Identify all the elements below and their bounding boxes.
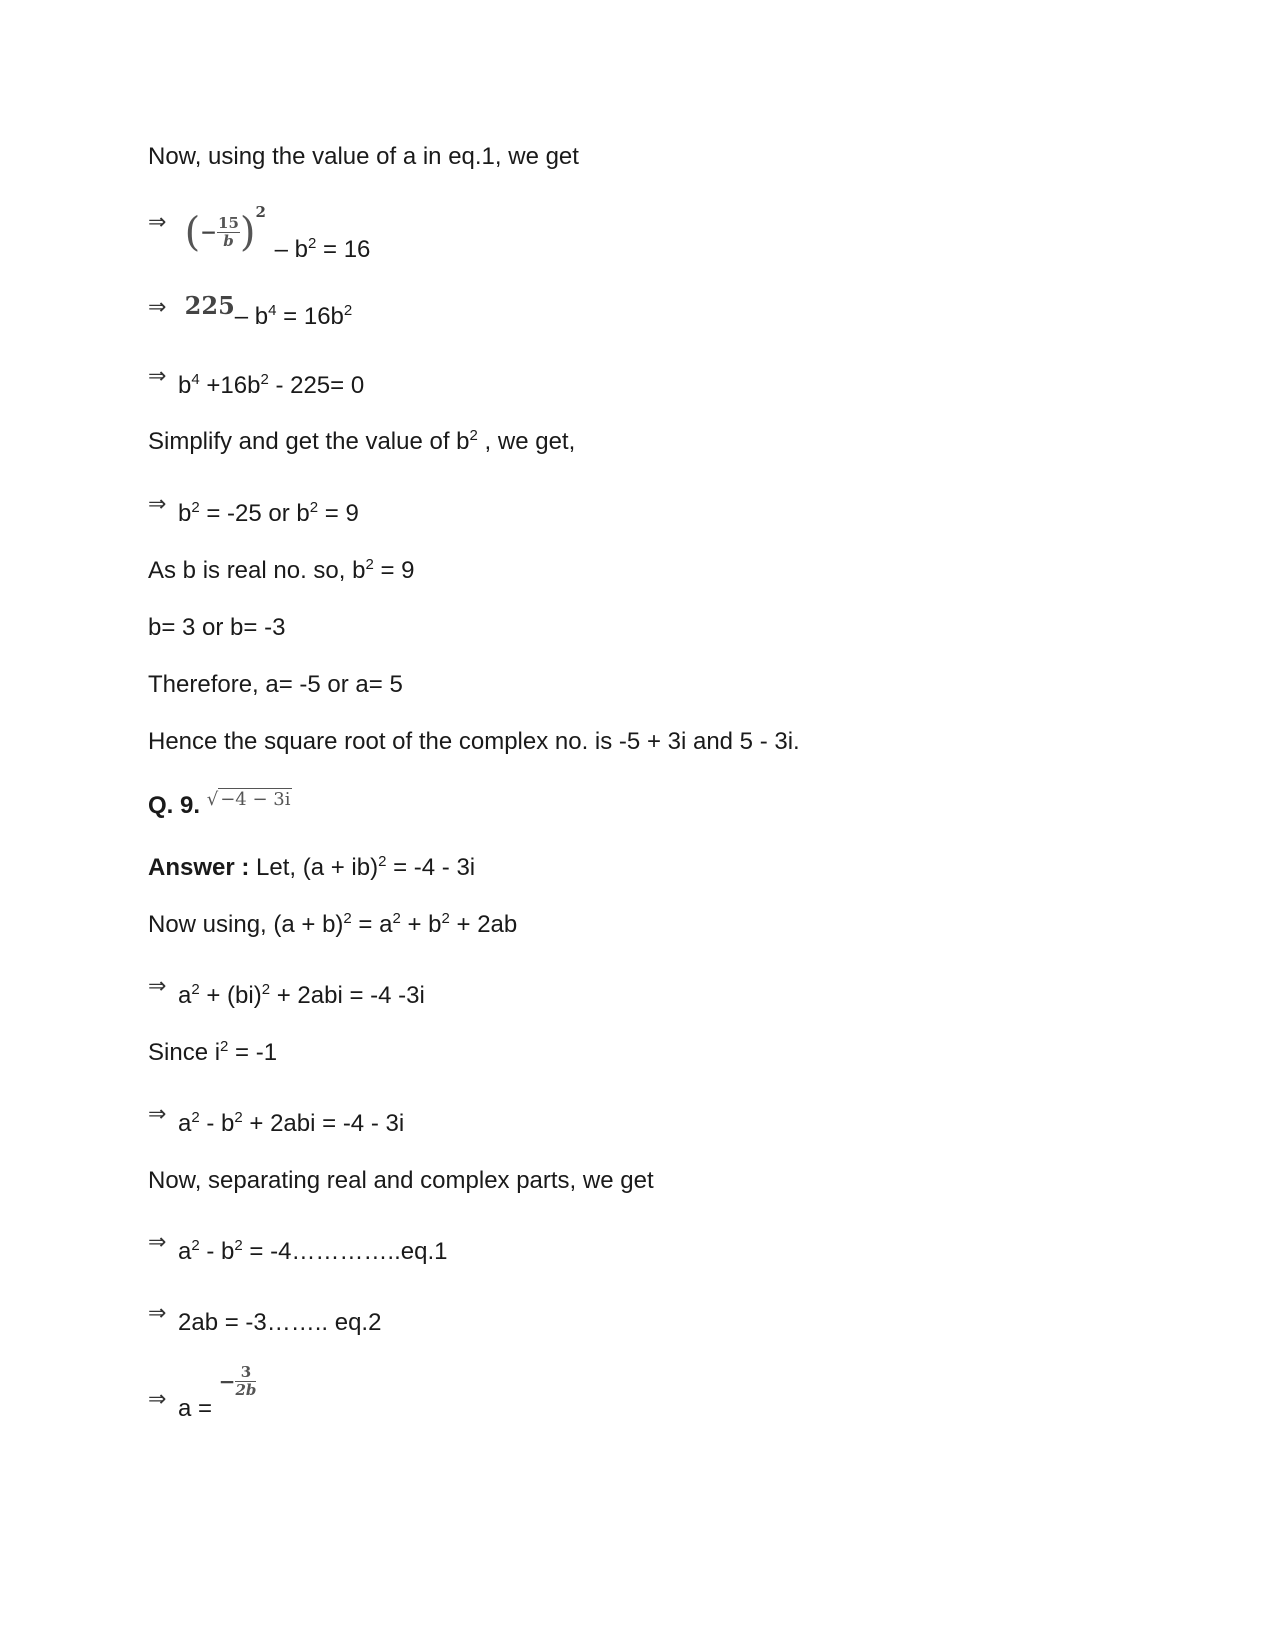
equation-line: ⇒ $a^2 - b^2$ = -4…………..eq.1 (148, 1230, 448, 1265)
equation-line: ⇒ $b^2 = -25$ or $b^2 = 9$ (148, 492, 359, 527)
square-root: √ −4 − 3i (206, 789, 291, 810)
equation-line: ⇒ 225– $b^4 = 16b^2$ (148, 291, 353, 330)
fraction: $\frac{15}{b}$ (218, 214, 239, 251)
minus-sign: − (218, 1369, 236, 1394)
equation-line: ⇒ $a^2 + (bi)^2 + 2abi = -4$ -3i (148, 974, 425, 1009)
answer-label: Answer : (148, 854, 250, 881)
minus-sign: − (200, 220, 218, 244)
text-line: Therefore, a= -5 or a= 5 (148, 671, 403, 698)
paren-open: ( (184, 209, 201, 256)
implies-arrow-icon: ⇒ (148, 1230, 167, 1255)
paren-close: ) (239, 209, 256, 256)
text-line: Now using, $(a + b)^2 = a^2 + b^2 + 2ab$ (148, 910, 518, 938)
text-line: Now, using the value of a in eq.1, we get (148, 143, 579, 170)
implies-arrow-icon: ⇒ (148, 1301, 167, 1326)
implies-arrow-icon: ⇒ (148, 1386, 167, 1412)
text-line: b= 3 or b= -3 (148, 614, 286, 641)
numerator: 225 (184, 291, 235, 320)
text-line: Hence the square root of the complex no. is -5 + 3i and 5 - 3i. (148, 728, 800, 755)
fraction: $\frac{3}{2b}$ (235, 1363, 257, 1399)
equation-line: ⇒ $a^2 - b^2 + 2abi = -4 - 3i$ (148, 1102, 405, 1137)
equation-line: ⇒ 2ab = -3…….. eq.2 (148, 1301, 382, 1336)
equation-line: ⇒ a = − $\frac{3}{2b}$ (148, 1363, 257, 1422)
text-line: As b is real no. so, $b^2 = 9$ (148, 556, 415, 584)
question-heading: Q. 9. $^{√ -4 - 3i}$ (148, 789, 291, 819)
equation-line: ⇒ (− $\frac{15}{b}$ )$^2 - b^2 = 16$ (148, 203, 371, 263)
implies-arrow-icon: ⇒ (148, 364, 167, 389)
implies-arrow-icon: ⇒ (148, 974, 167, 999)
fraction-group (219, 1364, 257, 1399)
implies-arrow-icon: ⇒ (148, 1102, 167, 1127)
implies-arrow-icon: ⇒ (148, 492, 167, 517)
implies-arrow-icon: ⇒ (148, 210, 167, 235)
answer-line: Answer : Let, (a + ib)$^2$ = -4 - 3i (148, 853, 476, 881)
text-line: Since $i^2 = -1$ (148, 1038, 278, 1066)
text-line: Now, separating real and complex parts, we get (148, 1167, 654, 1194)
text-line: Simplify and get the value of $b^2$ , we get, (148, 427, 576, 455)
equation-line: ⇒ $b^4 +16b^2 - 225= 0$ (148, 364, 365, 399)
implies-arrow-icon: ⇒ (148, 295, 167, 320)
